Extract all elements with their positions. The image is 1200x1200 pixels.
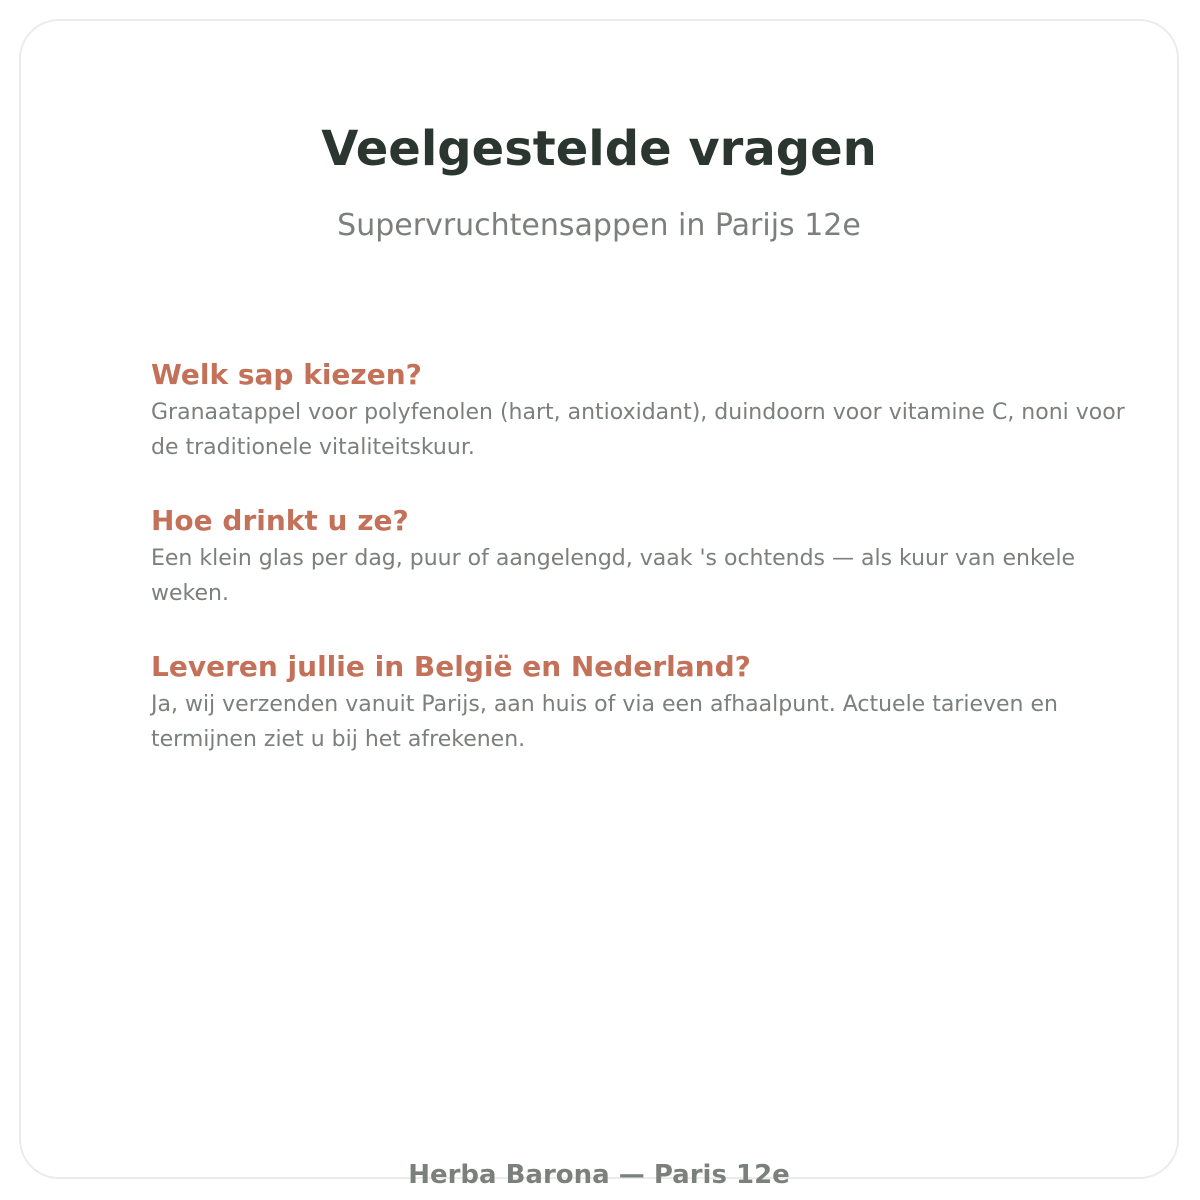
faq-item (151, 503, 1136, 611)
faq-answer: Ja, wij verzenden vanuit Parijs, aan huis of via een afhaalpunt. Actuele tarieven en termijnen ziet u bij het afrekenen. (151, 692, 1058, 752)
faq-item (151, 649, 1136, 757)
faq-list (151, 357, 1136, 795)
faq-question: Leveren jullie in België en Nederland? (151, 650, 751, 683)
faq-answer: Een klein glas per dag, puur of aangelengd, vaak 's ochtends — als kuur van enkele weken. (151, 546, 1076, 606)
faq-answer: Granaatappel voor polyfenolen (hart, antioxidant), duindoorn voor vitamine C, noni voor de traditionele vitaliteitskuur. (151, 400, 1125, 460)
page-subtitle: Supervruchtensappen in Parijs 12e (337, 208, 861, 243)
page-title: Veelgestelde vragen (321, 121, 877, 177)
faq-card (19, 19, 1179, 1190)
faq-question: Hoe drinkt u ze? (151, 504, 409, 537)
faq-item (151, 357, 1136, 465)
footer-brand: Herba Barona — Paris 12e (408, 1160, 790, 1190)
faq-question: Welk sap kiezen? (151, 358, 422, 391)
